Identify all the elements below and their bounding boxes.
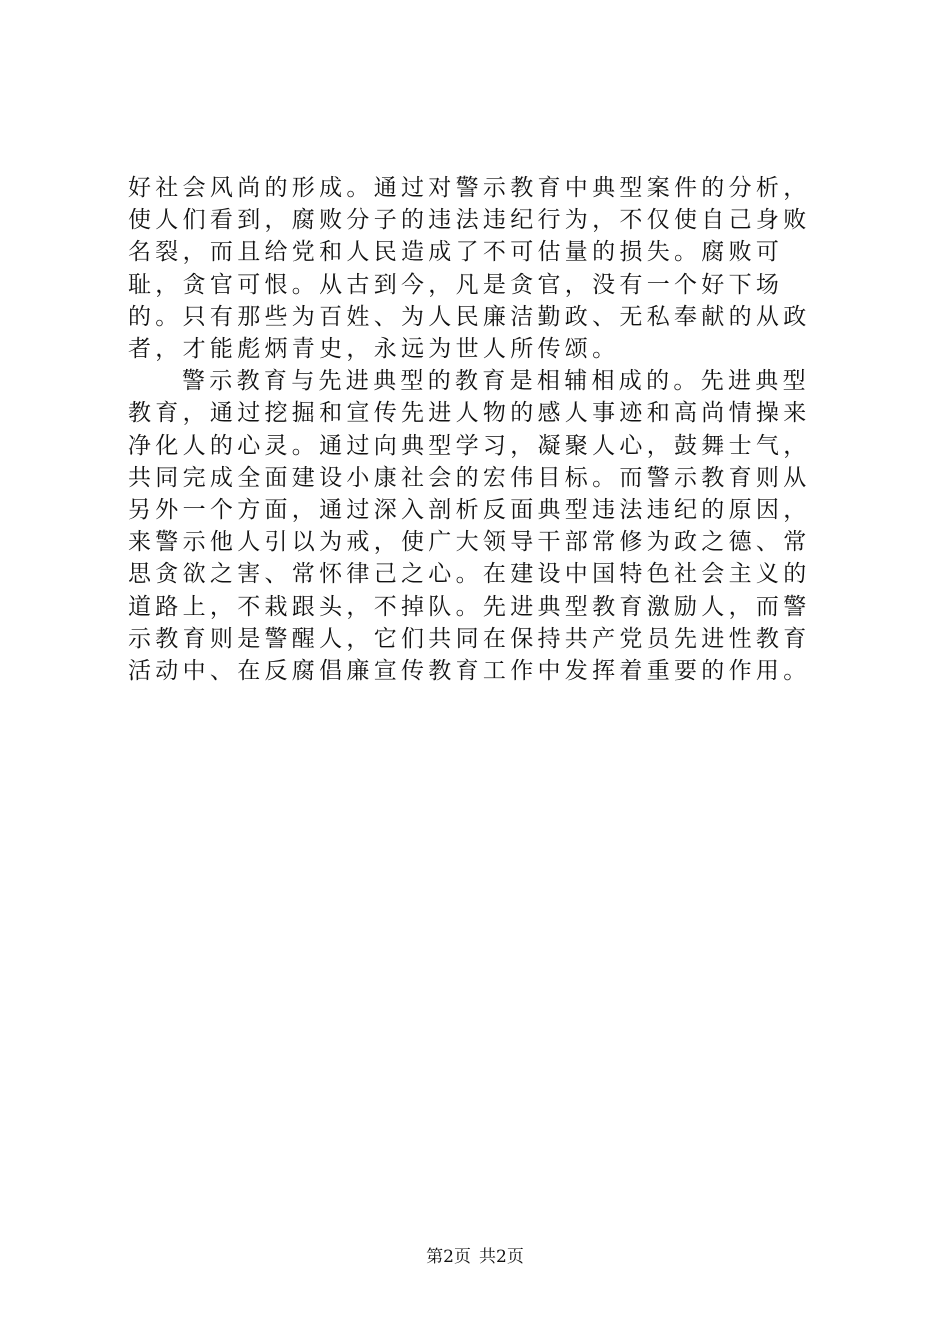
document-body xyxy=(128,172,828,687)
page-number-total: 共2页 xyxy=(479,1247,524,1267)
paragraph-1: 好社会风尚的形成。通过对警示教育中典型案件的分析，使人们看到，腐败分子的违法违纪行为，不仅使自己身败名裂，而且给党和人民造成了不可估量的损失。腐败可耻，贪官可恨。从古到今，凡是贪官，没有一个好下场的。只有那些为百姓、为人民廉洁勤政、无私奉献的从政者，才能彪炳青史，永远为世人所传颂。 xyxy=(128,175,811,363)
page-footer xyxy=(0,1242,950,1267)
page-number-current: 第2页 xyxy=(426,1247,471,1267)
paragraph-2: 警示教育与先进典型的教育是相辅相成的。先进典型教育，通过挖掘和宣传先进人物的感人事迹和高尚情操来净化人的心灵。通过向典型学习，凝聚人心，鼓舞士气，共同完成全面建设小康社会的宏伟目标。而警示教育则从另外一个方面，通过深入剖析反面典型违法违纪的原因，来警示他人引以为戒，使广大领导干部常修为政之德、常思贪欲之害、常怀律己之心。在建设中国特色社会主义的道路上，不栽跟头，不掉队。先进典型教育激励人，而警示教育则是警醒人，它们共同在保持共产党员先进性教育活动中、在反腐倡廉宣传教育工作中发挥着重要的作用。 xyxy=(128,368,811,685)
